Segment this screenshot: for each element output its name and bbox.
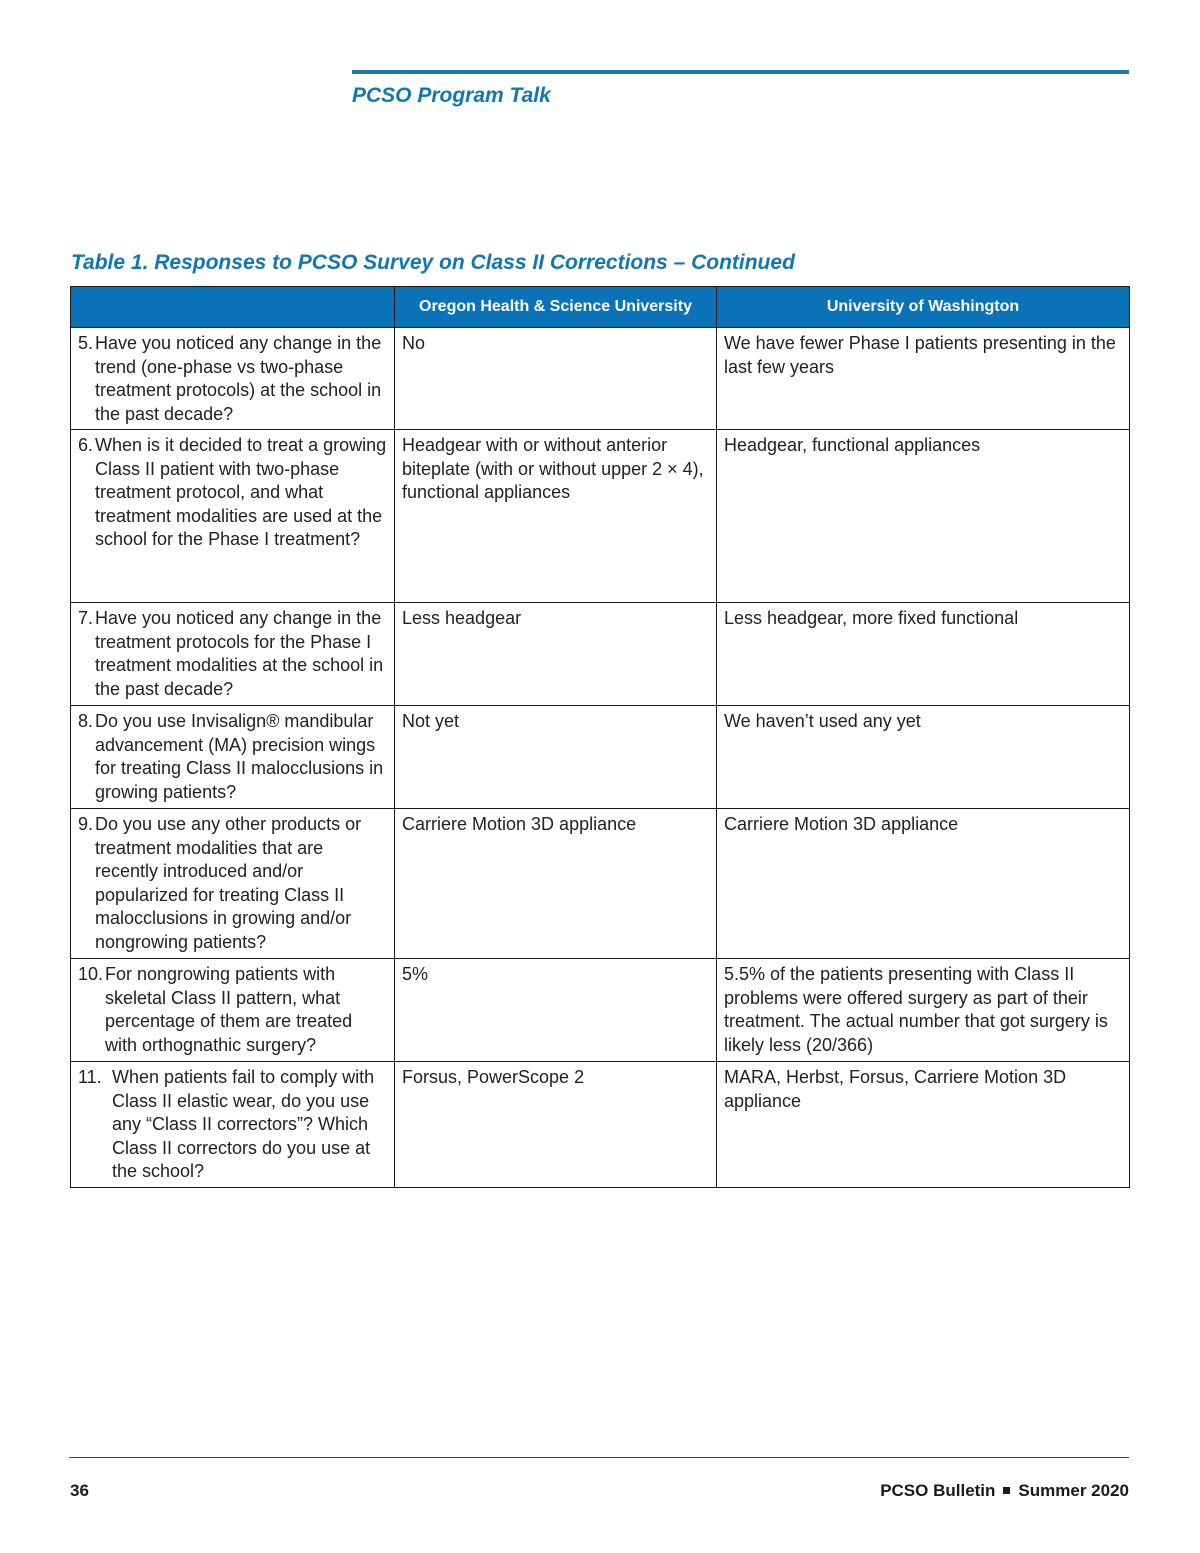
question-cell: [71, 1062, 395, 1188]
issue-date: Summer 2020: [1018, 1481, 1129, 1500]
uw-answer: Less headgear, more fixed functional: [717, 603, 1130, 706]
question-number: 7.: [78, 608, 94, 628]
table-header-row: [71, 287, 1130, 328]
question-cell: [71, 328, 395, 430]
table-row: [71, 430, 1130, 603]
question-number: 8.: [78, 711, 94, 731]
header-ohsu: Oregon Health & Science University: [395, 287, 717, 328]
table-row: [71, 328, 1130, 430]
header-uw: University of Washington: [717, 287, 1130, 328]
question-number: 5.: [78, 333, 94, 353]
ohsu-answer: Headgear with or without anterior biteplate (with or without upper 2 × 4), functional appliances: [395, 430, 717, 603]
ohsu-answer: No: [395, 328, 717, 430]
uw-answer: 5.5% of the patients presenting with Class II problems were offered surgery as part of their treatment. The actual number that got surgery is likely less (20/366): [717, 959, 1130, 1062]
table-row: [71, 809, 1130, 959]
question-cell: [71, 430, 395, 603]
question-number: 11.: [78, 1067, 102, 1087]
question-cell: [71, 706, 395, 809]
separator-square-icon: [1003, 1487, 1010, 1494]
ohsu-answer: Forsus, PowerScope 2: [395, 1062, 717, 1188]
header-rule: [352, 70, 1129, 74]
question-text: For nongrowing patients with skeletal Class II pattern, what percentage of them are treated with orthognathic surgery?: [105, 964, 353, 1055]
page-number: 36: [70, 1481, 89, 1500]
question-number: 10.: [78, 964, 104, 984]
table-row: [71, 959, 1130, 1062]
ohsu-answer: Not yet: [395, 706, 717, 809]
question-text: Do you use Invisalign® mandibular advancement (MA) precision wings for treating Class II malocclusions in growing patients?: [95, 711, 384, 802]
question-cell: [71, 809, 395, 959]
question-text: When patients fail to comply with Class II elastic wear, do you use any “Class II correctors”? Which Class II correctors do you use at the school?: [112, 1067, 375, 1181]
footer-rule: [69, 1457, 1129, 1458]
question-cell: [71, 603, 395, 706]
question-text: Have you noticed any change in the trend (one-phase vs two-phase treatment protocols) at the school in the past decade?: [95, 333, 382, 424]
table-row: [71, 1062, 1130, 1188]
question-number: 6.: [78, 435, 94, 455]
publication-name: PCSO Bulletin: [880, 1481, 996, 1500]
question-cell: [71, 959, 395, 1062]
question-text: Do you use any other products or treatment modalities that are recently introduced and/or popularized for treating Class II malocclusions in growing and/or nongrowing patients?: [95, 814, 362, 952]
question-text: Have you noticed any change in the treatment protocols for the Phase I treatment modalities at the school in the past decade?: [95, 608, 384, 699]
uw-answer: We have fewer Phase I patients presenting in the last few years: [717, 328, 1130, 430]
ohsu-answer: 5%: [395, 959, 717, 1062]
question-text: When is it decided to treat a growing Class II patient with two-phase treatment protocol, and what treatment modalities are used at the school for the Phase I treatment?: [95, 435, 387, 549]
uw-answer: Headgear, functional appliances: [717, 430, 1130, 603]
uw-answer: We haven’t used any yet: [717, 706, 1130, 809]
table-caption: Table 1. Responses to PCSO Survey on Class II Corrections – Continued: [71, 251, 795, 274]
section-title: PCSO Program Talk: [352, 84, 551, 107]
table-row: [71, 603, 1130, 706]
ohsu-answer: Less headgear: [395, 603, 717, 706]
survey-table: [70, 286, 1130, 1188]
uw-answer: Carriere Motion 3D appliance: [717, 809, 1130, 959]
ohsu-answer: Carriere Motion 3D appliance: [395, 809, 717, 959]
header-question: [71, 287, 395, 328]
footer-publication: [880, 1481, 1129, 1501]
question-number: 9.: [78, 814, 94, 834]
uw-answer: MARA, Herbst, Forsus, Carriere Motion 3D appliance: [717, 1062, 1130, 1188]
table-row: [71, 706, 1130, 809]
